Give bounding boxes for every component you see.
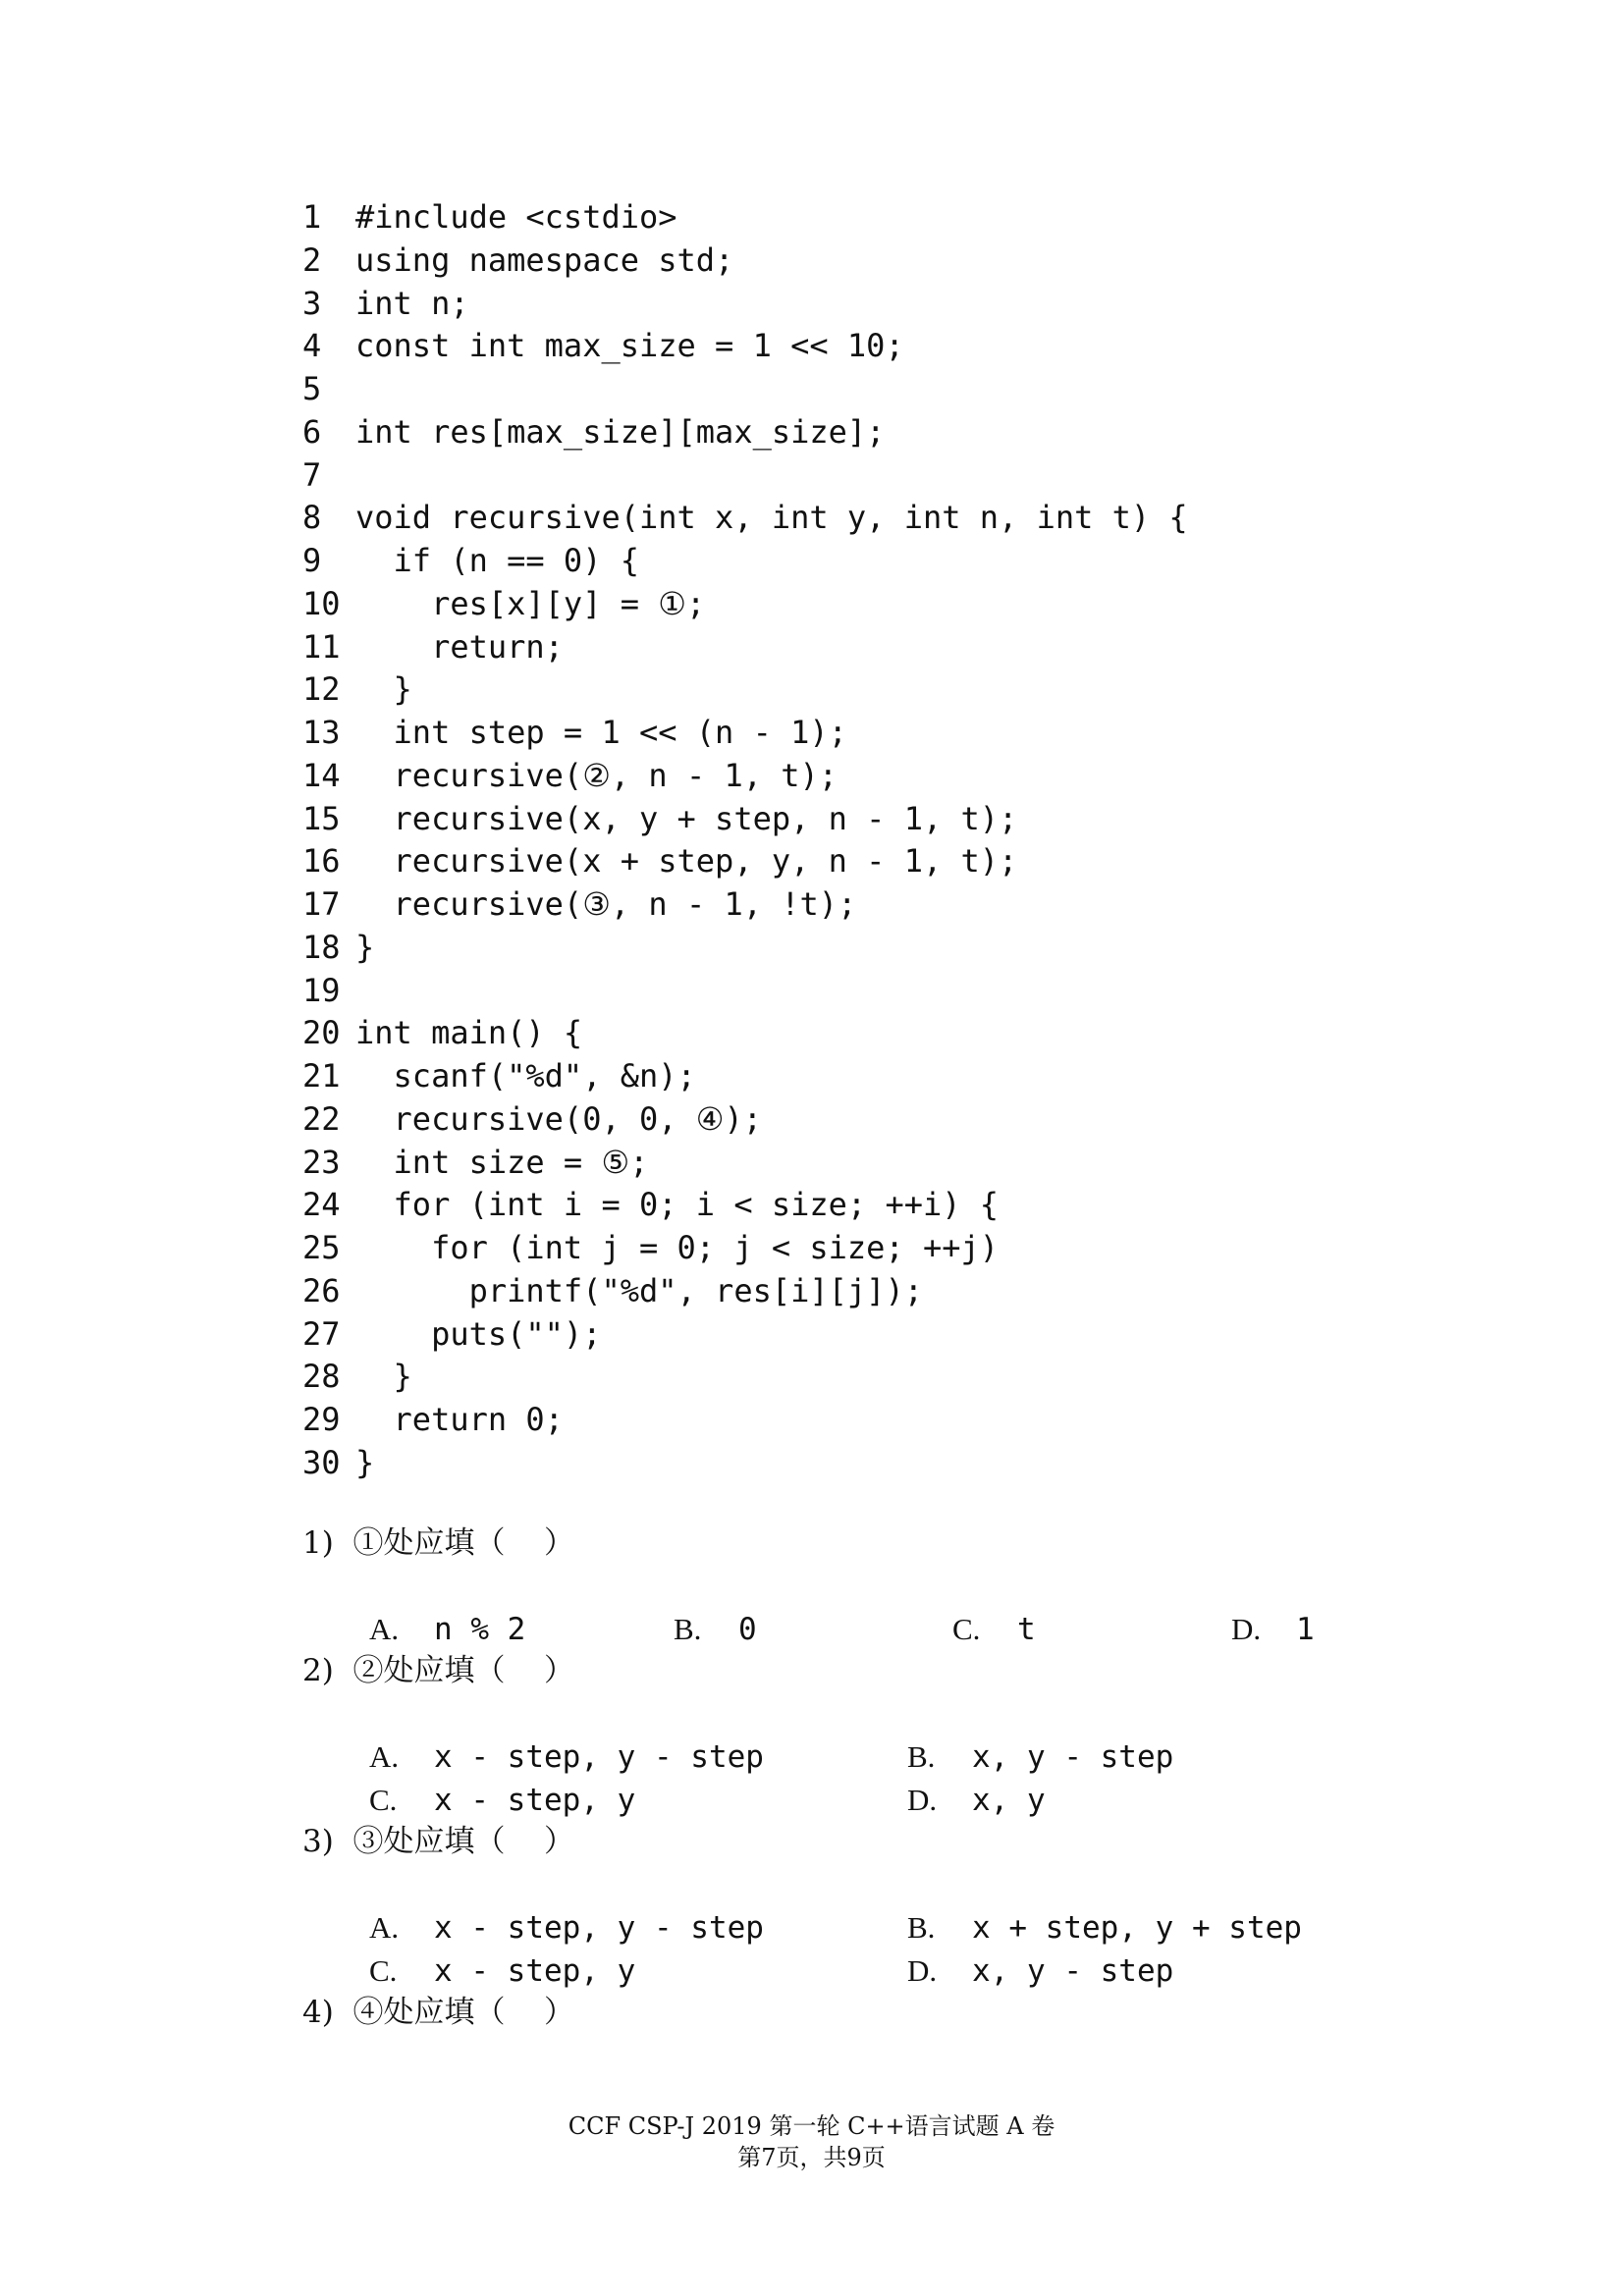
code-text: recursive(x, y + step, n - 1, t); bbox=[355, 799, 1018, 837]
question-2 bbox=[302, 1649, 1382, 1818]
question-4 bbox=[302, 1991, 1382, 2034]
code-line bbox=[302, 840, 1382, 883]
code-text: const int max_size = 1 << 10; bbox=[355, 327, 904, 365]
line-number: 8 bbox=[302, 499, 322, 537]
code-text: printf("%d", res[i][j]); bbox=[355, 1271, 923, 1309]
line-number: 30 bbox=[302, 1443, 341, 1481]
code-line bbox=[302, 927, 1382, 970]
code-line bbox=[302, 1142, 1382, 1185]
code-text: recursive(②, n - 1, t); bbox=[355, 756, 839, 794]
line-number: 16 bbox=[302, 842, 341, 881]
line-number: 26 bbox=[302, 1271, 341, 1309]
code-text: recursive(③, n - 1, !t); bbox=[355, 885, 857, 923]
option-text: x - step, y bbox=[434, 1783, 636, 1818]
line-number: 15 bbox=[302, 799, 341, 837]
code-line bbox=[302, 325, 1382, 368]
option-letter: A. bbox=[369, 1910, 400, 1945]
line-number: 14 bbox=[302, 756, 341, 794]
line-number: 20 bbox=[302, 1014, 341, 1052]
code-line bbox=[302, 1055, 1382, 1098]
code-text: using namespace std; bbox=[355, 240, 734, 279]
code-line bbox=[302, 454, 1382, 498]
code-text: if (n == 0) { bbox=[355, 542, 639, 579]
code-text: } bbox=[355, 928, 375, 966]
code-text: for (int j = 0; j < size; ++j) bbox=[355, 1229, 1000, 1266]
line-number: 4 bbox=[302, 327, 322, 365]
option-row bbox=[302, 1565, 1382, 1647]
code-line bbox=[302, 1270, 1382, 1313]
footer-page-number: 第7页，共9页 bbox=[737, 2144, 886, 2171]
line-number: 27 bbox=[302, 1314, 341, 1353]
question-1 bbox=[302, 1522, 1382, 1647]
option-row bbox=[302, 1692, 1382, 1775]
question-stem: 4) ④处应填（ ） bbox=[302, 1995, 574, 2030]
code-text: } bbox=[355, 1443, 375, 1481]
code-text: return; bbox=[355, 627, 564, 666]
line-number: 13 bbox=[302, 714, 341, 751]
line-number: 22 bbox=[302, 1099, 341, 1138]
code-line bbox=[302, 1227, 1382, 1270]
question-stem: 1) ①处应填（ ） bbox=[302, 1525, 574, 1561]
option-letter: B. bbox=[674, 1612, 702, 1646]
line-number: 9 bbox=[302, 542, 322, 579]
line-number: 1 bbox=[302, 198, 322, 236]
line-number: 18 bbox=[302, 928, 341, 966]
option-text: n % 2 bbox=[434, 1612, 526, 1647]
code-line bbox=[302, 1184, 1382, 1227]
code-line bbox=[302, 1399, 1382, 1442]
line-number: 21 bbox=[302, 1057, 341, 1095]
code-text: int n; bbox=[355, 284, 469, 322]
code-line bbox=[302, 540, 1382, 583]
question-stem: 3) ③处应填（ ） bbox=[302, 1824, 574, 1859]
code-text: res[x][y] = ①; bbox=[355, 584, 706, 622]
line-number: 29 bbox=[302, 1401, 341, 1438]
line-number: 6 bbox=[302, 412, 322, 451]
code-line bbox=[302, 883, 1382, 927]
option-letter: A. bbox=[369, 1739, 400, 1774]
code-text: void recursive(int x, int y, int n, int t) { bbox=[355, 499, 1188, 537]
footer-exam-title: CCF CSP-J 2019 第一轮 C++语言试题 A 卷 bbox=[568, 2112, 1055, 2140]
option-text: x - step, y bbox=[434, 1953, 636, 1989]
option-text: 1 bbox=[1296, 1612, 1315, 1647]
option-text: x, y - step bbox=[972, 1953, 1174, 1989]
option-text: x - step, y - step bbox=[434, 1739, 764, 1775]
line-number: 28 bbox=[302, 1358, 341, 1396]
option-letter: C. bbox=[369, 1953, 398, 1988]
option-text: x - step, y - step bbox=[434, 1910, 764, 1946]
code-text: } bbox=[355, 670, 412, 709]
code-listing bbox=[302, 196, 1382, 1485]
line-number: 19 bbox=[302, 971, 341, 1009]
option-letter: B. bbox=[907, 1910, 936, 1945]
line-number: 12 bbox=[302, 670, 341, 709]
code-text: int main() { bbox=[355, 1014, 583, 1052]
code-text: #include <cstdio> bbox=[355, 198, 677, 236]
code-line bbox=[302, 798, 1382, 841]
code-line bbox=[302, 626, 1382, 669]
line-number: 11 bbox=[302, 627, 341, 666]
option-text: 0 bbox=[738, 1612, 757, 1647]
option-letter: D. bbox=[907, 1783, 938, 1817]
option-row bbox=[302, 1906, 1382, 1989]
question-stem: 2) ②处应填（ ） bbox=[302, 1653, 574, 1688]
code-text: return 0; bbox=[355, 1401, 564, 1438]
code-text: int size = ⑤; bbox=[355, 1143, 649, 1181]
code-line bbox=[302, 668, 1382, 712]
code-text: puts(""); bbox=[355, 1314, 602, 1353]
code-line bbox=[302, 240, 1382, 283]
code-line bbox=[302, 583, 1382, 626]
code-text: recursive(0, 0, ④); bbox=[355, 1099, 762, 1138]
line-number: 25 bbox=[302, 1229, 341, 1266]
option-letter: D. bbox=[1231, 1612, 1262, 1646]
option-text: x, y bbox=[972, 1783, 1046, 1818]
code-line bbox=[302, 1356, 1382, 1399]
option-letter: A. bbox=[369, 1612, 400, 1646]
code-line bbox=[302, 755, 1382, 798]
line-number: 10 bbox=[302, 584, 341, 622]
line-number: 23 bbox=[302, 1143, 341, 1181]
option-letter: B. bbox=[907, 1739, 936, 1774]
code-line bbox=[302, 970, 1382, 1013]
code-line bbox=[302, 368, 1382, 411]
line-number: 7 bbox=[302, 455, 322, 494]
option-letter: C. bbox=[952, 1612, 981, 1646]
code-text: for (int i = 0; i < size; ++i) { bbox=[355, 1186, 1000, 1224]
code-line bbox=[302, 1442, 1382, 1485]
code-text: scanf("%d", &n); bbox=[355, 1057, 696, 1095]
code-line bbox=[302, 1098, 1382, 1142]
code-line bbox=[302, 497, 1382, 540]
option-row bbox=[302, 1863, 1382, 1946]
code-text: recursive(x + step, y, n - 1, t); bbox=[355, 842, 1018, 881]
question-list bbox=[302, 1522, 1382, 2075]
code-text: int res[max_size][max_size]; bbox=[355, 412, 886, 451]
line-number: 2 bbox=[302, 240, 322, 279]
option-text: t bbox=[1017, 1612, 1036, 1647]
code-line bbox=[302, 1012, 1382, 1055]
line-number: 24 bbox=[302, 1186, 341, 1224]
line-number: 3 bbox=[302, 284, 322, 322]
code-text: } bbox=[355, 1358, 412, 1396]
code-line bbox=[302, 196, 1382, 240]
option-row bbox=[302, 1735, 1382, 1818]
code-line bbox=[302, 283, 1382, 326]
code-line bbox=[302, 712, 1382, 755]
option-letter: C. bbox=[369, 1783, 398, 1817]
option-text: x + step, y + step bbox=[972, 1910, 1302, 1946]
question-3 bbox=[302, 1820, 1382, 1989]
code-text: int step = 1 << (n - 1); bbox=[355, 714, 847, 751]
line-number: 17 bbox=[302, 885, 341, 923]
option-text: x, y - step bbox=[972, 1739, 1174, 1775]
option-letter: D. bbox=[907, 1953, 938, 1988]
code-line bbox=[302, 411, 1382, 454]
line-number: 5 bbox=[302, 370, 322, 407]
code-line bbox=[302, 1313, 1382, 1357]
